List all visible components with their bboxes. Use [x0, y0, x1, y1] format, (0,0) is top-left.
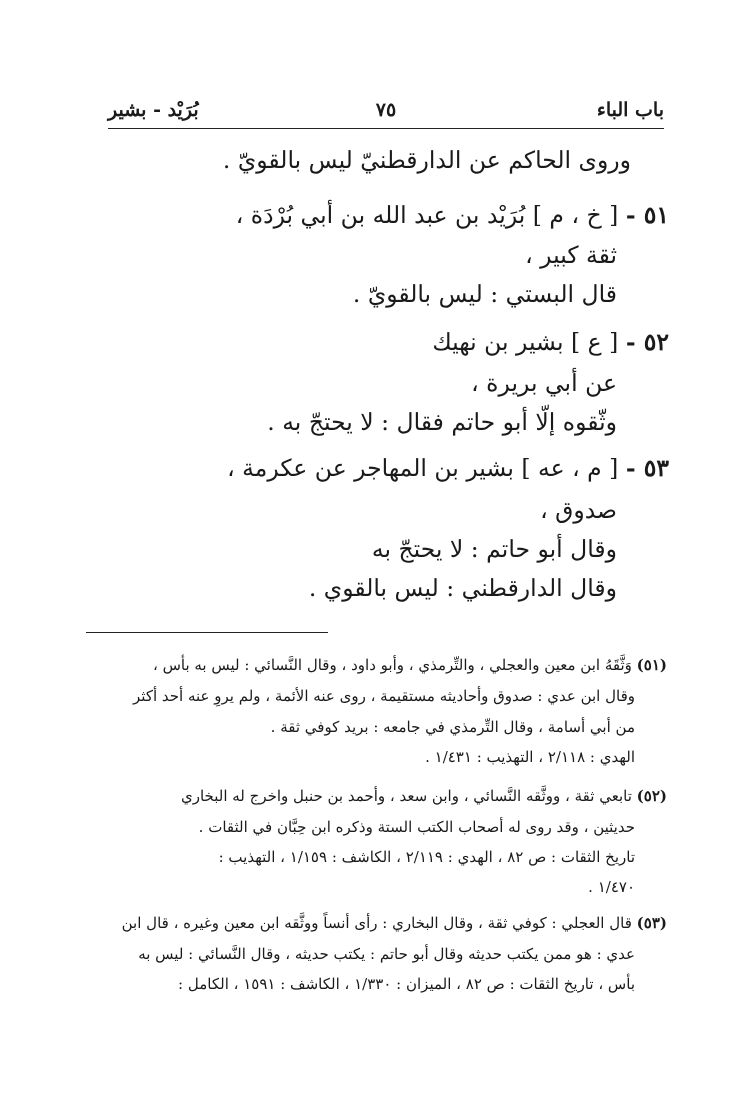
- entry-narrator: [ خ ، م ] بُرَيْد بن عبد الله بن أبي بُرْدَة ،: [235, 201, 619, 229]
- footnote-text: وقال ابن عدي : صدوق وأحاديثه مستقيمة ، روى عنه الأئمة ، ولم يروِ عنه أحد أكثر: [133, 687, 635, 705]
- text-line: عن أبي بريرة ،: [471, 369, 617, 397]
- page-number: ٧٥: [375, 99, 397, 121]
- footnote-number: (٥٣): [636, 914, 667, 932]
- header-keywords: بُرَيْد - بشير: [108, 99, 199, 121]
- entry-52-heading: [432, 327, 669, 357]
- entry-number: ٥٣ -: [625, 454, 669, 482]
- footnote-number: (٥٢): [636, 787, 667, 805]
- footnote-text: بأس ، تاريخ الثقات : ص ٨٢ ، الميزان : ١/٣٣٠ ، الكاشف : ١٥٩١ ، الكامل :: [178, 975, 635, 993]
- footnote-text: قال العجلي : كوفي ثقة ، وقال البخاري : رأى أنساً ووثَّقه ابن معين وغيره ، قال ابن: [121, 914, 632, 932]
- header-rule: [108, 128, 664, 129]
- footnote-text: الهدي : ٢/١١٨ ، التهذيب : ١/٤٣١ .: [425, 748, 635, 766]
- entry-number: ٥٢ -: [625, 328, 669, 356]
- footnote-53: [122, 912, 667, 934]
- entry-narrator: [ ع ] بشير بن نهيك: [432, 328, 619, 356]
- text-line: وقال الدارقطني : ليس بالقوي .: [308, 574, 617, 602]
- entry-51-heading: [236, 200, 669, 230]
- footnote-51: [153, 654, 667, 676]
- running-header: [108, 98, 664, 134]
- footnote-number: (٥١): [636, 656, 667, 674]
- footnote-text: تابعي ثقة ، ووثَّقه النَّسائي ، وابن سعد ، وأحمد بن حنبل واخرج له البخاري: [181, 787, 632, 805]
- footnote-text: عدي : هو ممن يكتب حديثه وقال أبو حاتم : يكتب حديثه ، وقال النَّسائي : ليس به: [138, 945, 635, 963]
- footnote-rule: [86, 632, 328, 633]
- text-line: ثقة كبير ،: [525, 241, 617, 269]
- footnote-text: تاريخ الثقات : ص ٨٢ ، الهدي : ٢/١١٩ ، الكاشف : ١/١٥٩ ، التهذيب :: [218, 848, 635, 866]
- entry-narrator: [ م ، عه ] بشير بن المهاجر عن عكرمة ،: [227, 454, 619, 482]
- footnote-text: من أبي أسامة ، وقال التِّرمذي في جامعه : بريد كوفي ثقة .: [270, 718, 635, 736]
- entry-53-heading: [227, 453, 669, 483]
- footnote-text: وَثَّقَهُ ابن معين والعجلي ، والتِّرمذي ، وأبو داود ، وقال النَّسائي : ليس به بأس ،: [152, 656, 632, 674]
- chapter-title: باب الباء: [596, 99, 664, 121]
- footnote-text: ١/٤٧٠ .: [588, 878, 635, 896]
- text-line: قال البستي : ليس بالقويّ .: [352, 280, 617, 308]
- text-line: وروى الحاكم عن الدارقطنيّ ليس بالقويّ .: [222, 146, 631, 174]
- footnote-text: حديثين ، وقد روى له أصحاب الكتب الستة وذكره ابن حِبَّان في الثقات .: [198, 818, 635, 836]
- footnote-52: [181, 785, 667, 807]
- text-line: وقال أبو حاتم : لا يحتجّ به: [371, 535, 617, 563]
- text-line: صدوق ،: [540, 496, 617, 524]
- entry-number: ٥١ -: [625, 201, 669, 229]
- text-line: وثّقوه إلّا أبو حاتم فقال : لا يحتجّ به .: [267, 408, 617, 436]
